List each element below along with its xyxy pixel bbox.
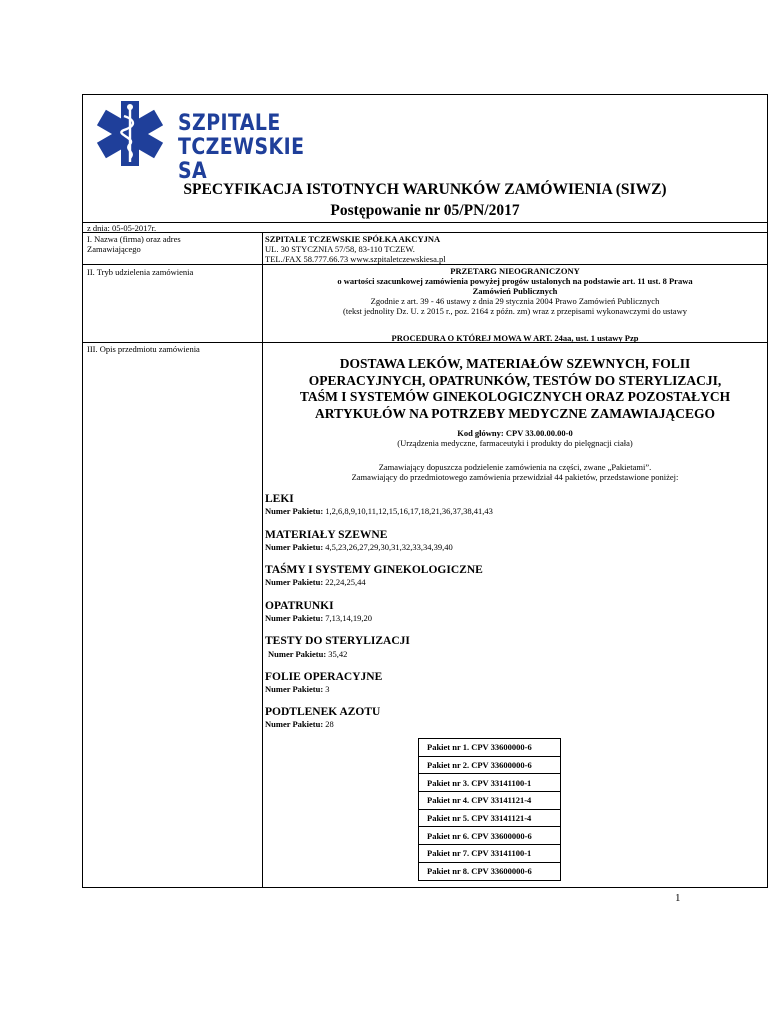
table-row <box>419 756 561 774</box>
category-name: LEKI <box>265 493 294 505</box>
category-packets: Numer Pakietu: 4,5,23,26,27,29,30,31,32,33,34,39,40 <box>265 542 453 552</box>
category-name: TAŚMY I SYSTEMY GINEKOLOGICZNE <box>265 564 483 576</box>
cpv-code-block <box>265 428 765 448</box>
authority-address: UL. 30 STYCZNIA 57/58, 83-110 TCZEW. <box>265 244 415 254</box>
table-row <box>419 845 561 863</box>
package-cell: Pakiet nr 3. CPV 33141100-1 <box>419 774 561 792</box>
procedure-legal-basis: Zgodnie z art. 39 - 46 ustawy z dnia 29 stycznia 2004 Prawo Zamówień Publicznych <box>370 296 660 306</box>
cpv-description: (Urządzenia medyczne, farmaceutyki i produkty do pielęgnacji ciała) <box>397 438 633 448</box>
star-of-life-icon <box>88 98 174 166</box>
package-cell: Pakiet nr 2. CPV 33600000-6 <box>419 756 561 774</box>
table-row <box>419 739 561 757</box>
authority-name: SZPITALE TCZEWSKIE SPÓŁKA AKCYJNA <box>265 234 441 244</box>
package-cell: Pakiet nr 5. CPV 33141121-4 <box>419 809 561 827</box>
category-name: MATERIAŁY SZEWNE <box>265 529 388 541</box>
category-name: FOLIE OPERACYJNE <box>265 671 383 683</box>
cpv-main-code: Kod główny: CPV 33.00.00.00-0 <box>457 428 573 438</box>
category-packets: Numer Pakietu: 7,13,14,19,20 <box>265 613 373 623</box>
category-packets: Numer Pakietu: 35,42 <box>268 649 348 659</box>
procedure-legal-text: (tekst jednolity Dz. U. z 2015 r., poz. 2164 z późn. zm) wraz z przepisami wykonawczymi do ustawy <box>343 306 687 316</box>
package-cell: Pakiet nr 7. CPV 33141100-1 <box>419 845 561 863</box>
section-1-label: I. Nazwa (firma) oraz adres Zamawiającego <box>87 234 181 254</box>
split-info: Zamawiający dopuszcza podzielenie zamówienia na części, zwane „Pakietami”. Zamawiający do przedmiotowego zamówienia przewidział 44 pakietów, przedstawione poniżej: <box>351 462 679 482</box>
company-logo <box>88 98 318 184</box>
title-line-1: SPECYFIKACJA ISTOTNYCH WARUNKÓW ZAMÓWIENIA (SIWZ) <box>183 181 667 198</box>
table-row <box>419 774 561 792</box>
column-divider <box>262 232 263 888</box>
package-cell: Pakiet nr 6. CPV 33600000-6 <box>419 827 561 845</box>
table-top-border <box>82 222 768 223</box>
procedure-threshold-b: Zamówień Publicznych <box>472 286 558 296</box>
package-cell: Pakiet nr 1. CPV 33600000-6 <box>419 739 561 757</box>
procedure-threshold-a: o wartości szacunkowej zamówienia powyżej progów ustalonych na podstawie art. 11 ust. 8 Prawa <box>337 276 693 286</box>
category-name: OPATRUNKI <box>265 600 334 612</box>
logo-line-1: SZPITALE <box>178 111 281 136</box>
category-name: TESTY DO STERYLIZACJI <box>265 635 410 647</box>
procedure-type: PRZETARG NIEOGRANICZONY <box>450 266 580 276</box>
category-name: PODTLENEK AZOTU <box>265 706 381 718</box>
table-row <box>419 862 561 880</box>
package-cell: Pakiet nr 4. CPV 33141121-4 <box>419 792 561 810</box>
package-cell: Pakiet nr 8. CPV 33600000-6 <box>419 862 561 880</box>
table-row <box>419 809 561 827</box>
category-packets: Numer Pakietu: 22,24,25,44 <box>265 577 366 587</box>
section-3-label: III. Opis przedmiotu zamówienia <box>87 344 200 354</box>
procedure-mode <box>265 266 765 316</box>
row-divider-1 <box>82 264 768 265</box>
page-number: 1 <box>675 892 681 904</box>
category-packets: Numer Pakietu: 1,2,6,8,9,10,11,12,15,16,17,18,21,36,37,38,41,43 <box>265 506 493 516</box>
section-2-label: II. Tryb udzielenia zamówienia <box>87 267 194 277</box>
row-divider-date <box>82 232 768 233</box>
title-line-2: Postępowanie nr 05/PN/2017 <box>330 202 520 219</box>
document-title <box>82 180 768 222</box>
document-date: z dnia: 05-05-2017r. <box>87 223 157 233</box>
logo-line-2: TCZEWSKIE SA <box>178 135 305 184</box>
subject-title: DOSTAWA LEKÓW, MATERIAŁÓW SZEWNYCH, FOLII OPERACYJNYCH, OPATRUNKÓW, TESTÓW DO STERYLIZACJI, TAŚM I SYSTEMÓW GINEKOLOGICZNYCH ORAZ POZOSTAŁYCH ARTYKUŁÓW NA POTRZEBY MEDYCZNE ZAMAWIAJĄCEGO <box>299 356 731 421</box>
logo-wordmark <box>178 112 304 184</box>
table-row <box>419 827 561 845</box>
category-packets: Numer Pakietu: 3 <box>265 684 330 694</box>
contracting-authority <box>265 234 765 264</box>
package-table <box>418 738 561 881</box>
authority-contact: TEL./FAX 58.777.66.73 www.szpitaletczewskiesa.pl <box>265 254 446 264</box>
procedure-article: PROCEDURA O KTÓREJ MOWA W ART. 24aa, ust. 1 ustawy Pzp <box>391 333 639 343</box>
table-row <box>419 792 561 810</box>
category-packets: Numer Pakietu: 28 <box>265 719 334 729</box>
